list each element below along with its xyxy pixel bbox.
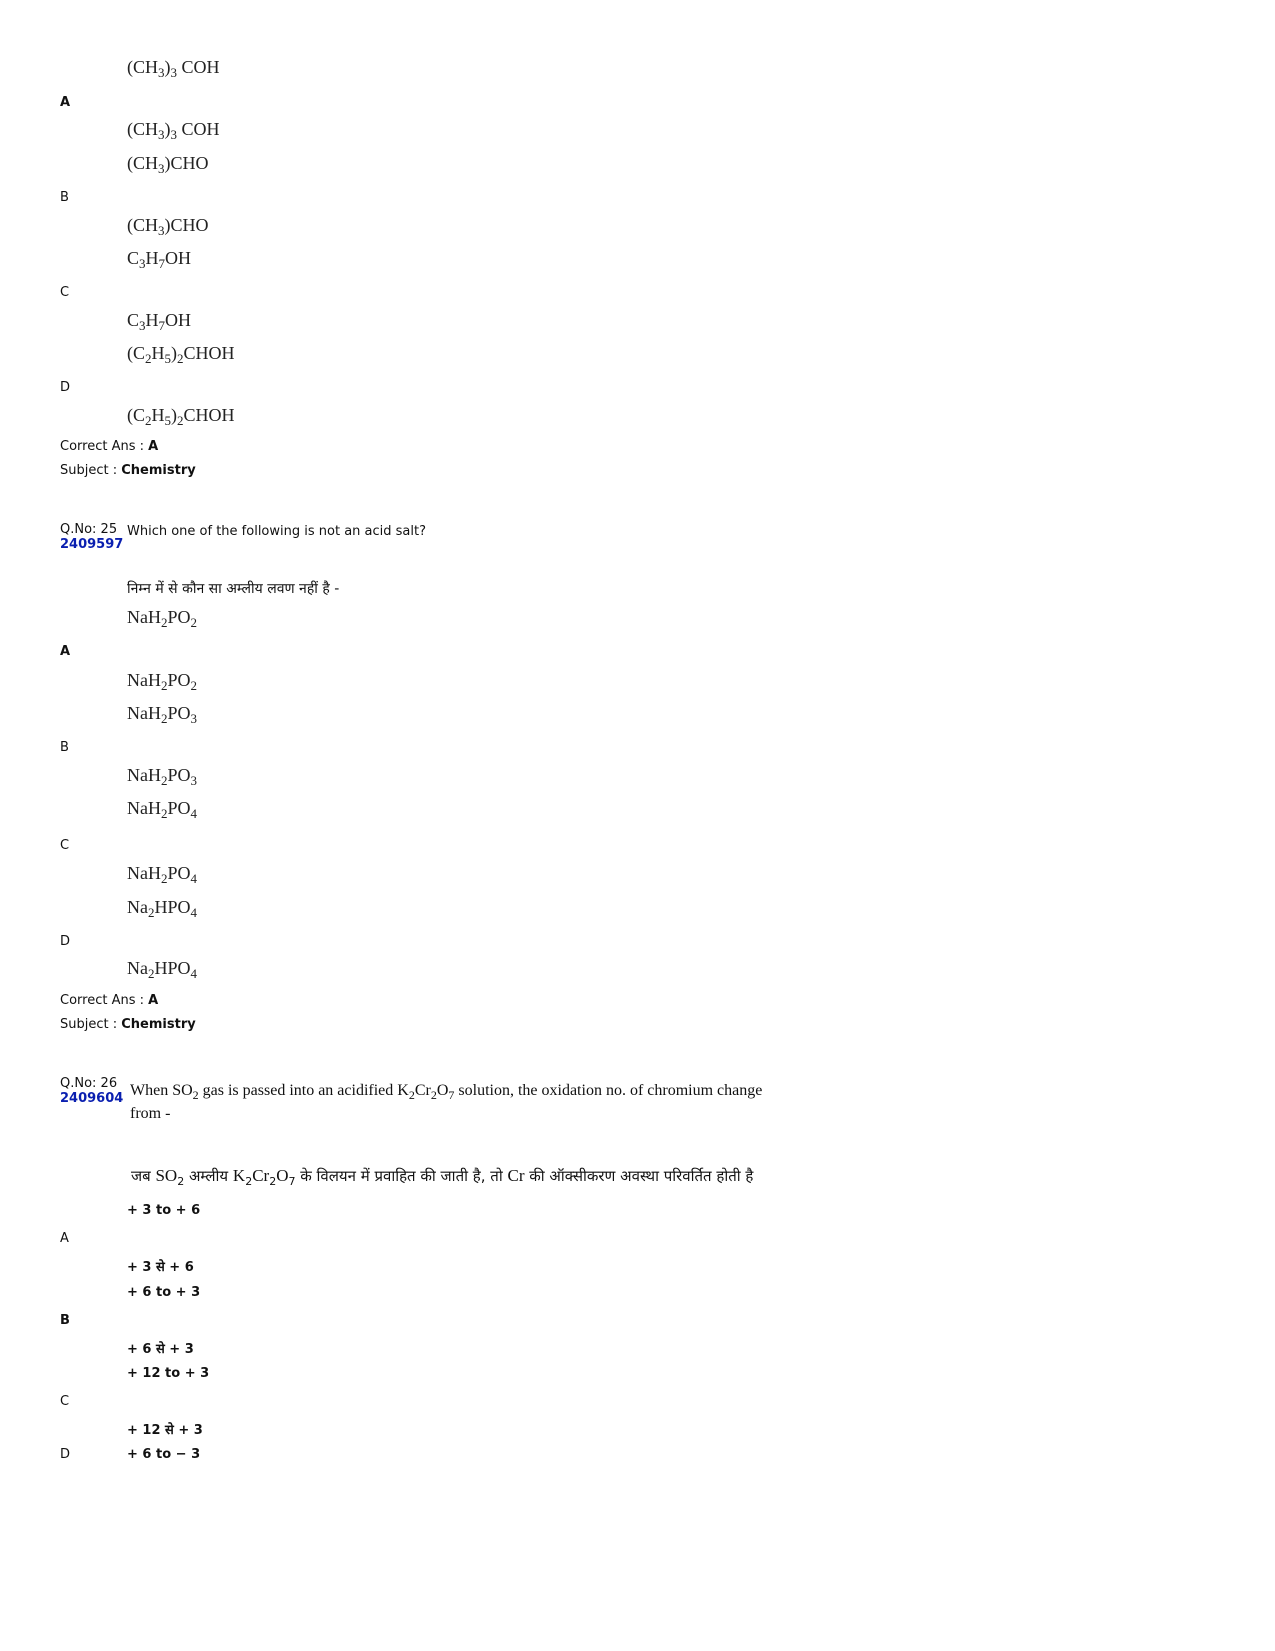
q26-stem-option: + 3 to + 6 — [127, 1203, 201, 1218]
q25-option-a-en: $NaH_2PO_2$ — [127, 670, 198, 693]
q24-option-b-en: $(CH_3)CHO$ — [127, 215, 209, 238]
q26-option-c-hi: + 12 से + 3 — [127, 1423, 203, 1438]
q26-id: 2409604 — [60, 1091, 124, 1106]
q25-option-a-label: A — [60, 644, 71, 659]
q26-text-en: When $SO_2$ gas is passed into an acidified $K_2Cr_2O_7$ solution, the oxidation no. of chromium change from - — [130, 1082, 763, 1122]
q25-option-b-en: $NaH_2PO_3$ — [127, 765, 198, 788]
q24-option-c-en: $C_3H_7OH$ — [127, 310, 192, 333]
q26-option-c-en: + 12 to + 3 — [127, 1366, 210, 1381]
q25-id: 2409597 — [60, 537, 124, 552]
q24-option-b-label: B — [60, 190, 69, 205]
q24-option-c-hi: $(C_2H_5)_2CHOH$ — [127, 343, 235, 366]
q24-option-a-en: $(CH_3)_3$ COH — [127, 119, 220, 142]
q25-correct-answer: Correct Ans : A — [60, 993, 159, 1008]
q24-stem-formula: $(CH_3)_3$ COH — [127, 57, 220, 80]
q26-option-d-label: D — [60, 1447, 71, 1462]
q24-option-b-hi: $C_3H_7OH$ — [127, 248, 192, 271]
q25-option-b-label: B — [60, 740, 69, 755]
q26-option-b-label: B — [60, 1313, 70, 1328]
q24-subject: Subject : Chemistry — [60, 463, 196, 478]
q24-option-a-hi: $(CH_3)CHO$ — [127, 153, 209, 176]
q26-option-c-label: C — [60, 1394, 70, 1409]
q24-option-d-label: D — [60, 380, 71, 395]
q24-option-a-label: A — [60, 95, 71, 110]
q26-option-a-label: A — [60, 1231, 69, 1246]
q25-option-d-en: $Na_2HPO_4$ — [127, 958, 198, 981]
q24-option-c-label: C — [60, 285, 70, 300]
q24-option-d-en: $(C_2H_5)_2CHOH$ — [127, 405, 235, 428]
q25-option-c-label: C — [60, 838, 70, 853]
q25-text-en: Which one of the following is not an acid salt? — [127, 524, 426, 539]
q26-option-b-en: + 6 to + 3 — [127, 1285, 201, 1300]
q25-number: Q.No: 25 — [60, 522, 118, 537]
q25-option-a-hi: $NaH_2PO_3$ — [127, 703, 198, 726]
q25-option-b-hi: $NaH_2PO_4$ — [127, 798, 198, 821]
q25-stem-formula: $NaH_2PO_2$ — [127, 607, 198, 630]
q26-number: Q.No: 26 — [60, 1076, 118, 1091]
q26-option-d-en: + 6 to − 3 — [127, 1447, 201, 1462]
q26-text-hi: जब $SO_2$ अम्लीय $K_2Cr_2O_7$ के विलयन में प्रवाहित की जाती है, तो Cr की ऑक्सीकरण अवस्था परिवर्तित होती है — [131, 1166, 754, 1188]
q25-text-hi: निम्न में से कौन सा अम्लीय लवण नहीं है - — [127, 581, 340, 597]
q24-correct-answer: Correct Ans : A — [60, 439, 159, 454]
q26-option-b-hi: + 6 से + 3 — [127, 1342, 194, 1357]
q26-option-a-hi: + 3 से + 6 — [127, 1260, 194, 1275]
q25-option-c-hi: $Na_2HPO_4$ — [127, 897, 198, 920]
q25-option-d-label: D — [60, 934, 71, 949]
q25-option-c-en: $NaH_2PO_4$ — [127, 863, 198, 886]
q25-subject: Subject : Chemistry — [60, 1017, 196, 1032]
